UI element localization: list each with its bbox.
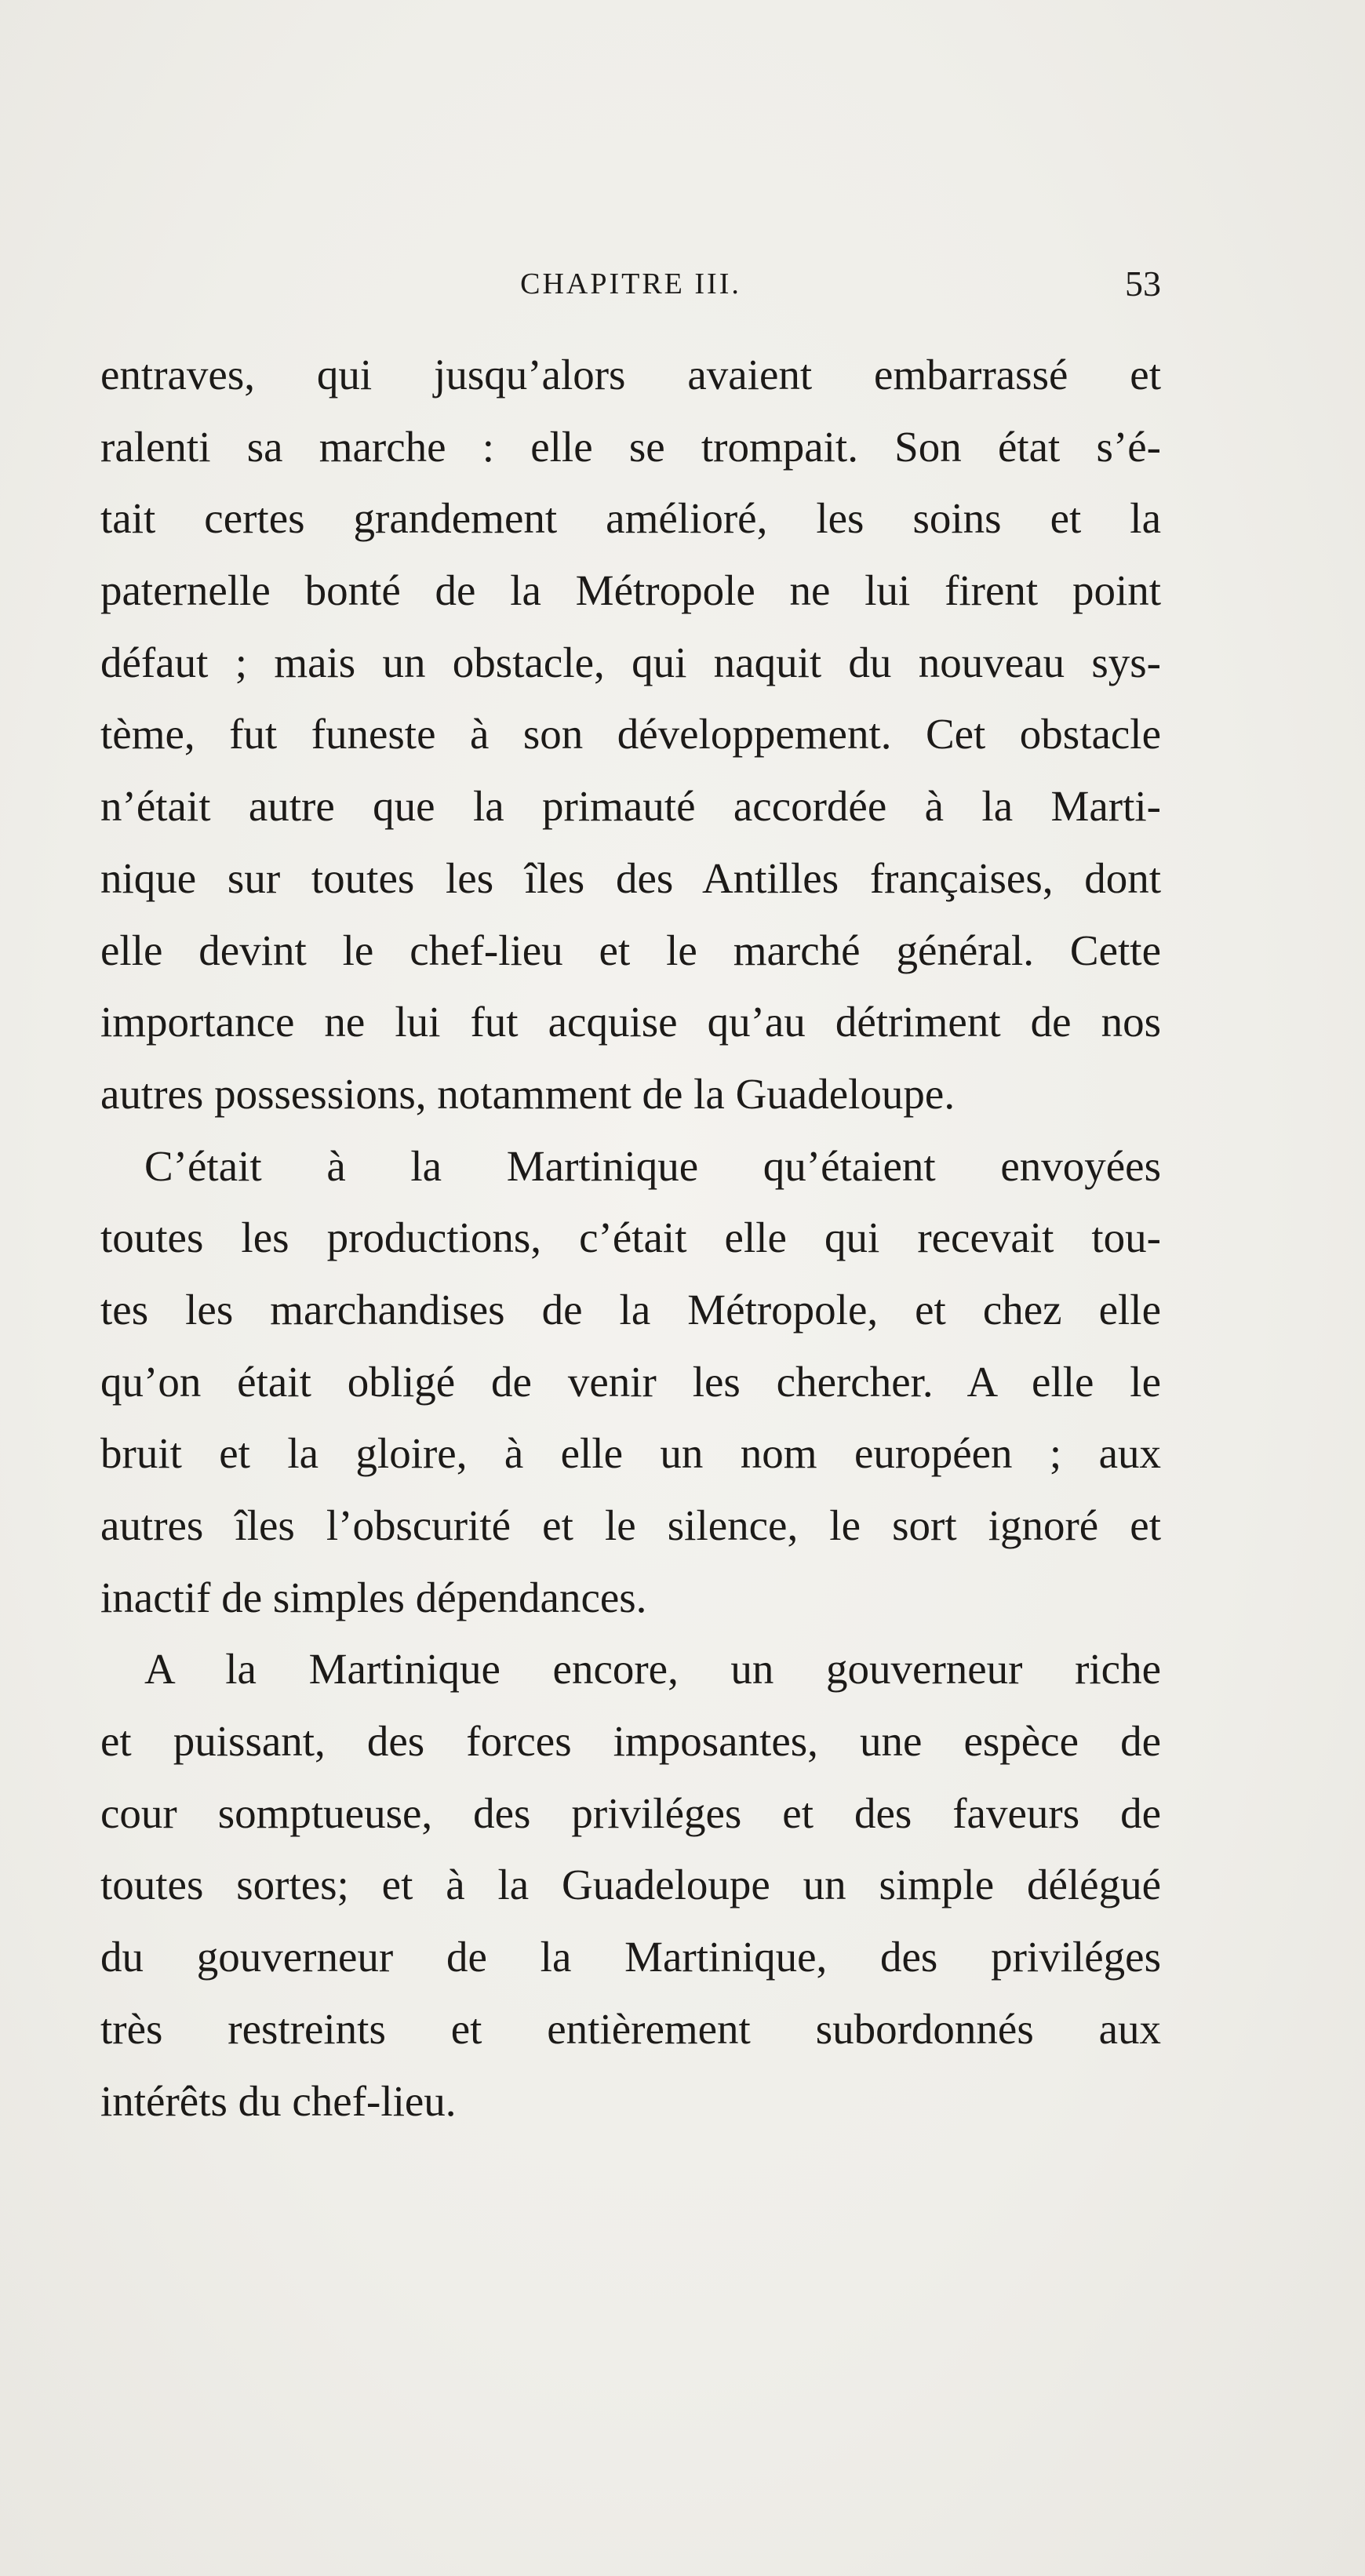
- text-line: toutes les productions, c’était elle qui recevait tou-: [100, 1213, 1161, 1262]
- body-text: [100, 339, 1161, 2137]
- text-line: n’était autre que la primauté accordée à la Marti-: [100, 782, 1161, 831]
- text-line: C’était à la Martinique qu’étaient envoyées: [144, 1141, 1161, 1190]
- page-number: 53: [1125, 264, 1161, 304]
- text-line: intérêts du chef-lieu.: [100, 2076, 457, 2125]
- text-line: cour somptueuse, des priviléges et des faveurs de: [100, 1788, 1161, 1837]
- text-line: tème, fut funeste à son développement. Cet obstacle: [100, 710, 1161, 759]
- text-line: tes les marchandises de la Métropole, et chez elle: [100, 1285, 1161, 1333]
- text-line: très restreints et entièrement subordonnés aux: [100, 2004, 1161, 2053]
- text-line: autres îles l’obscurité et le silence, le sort ignoré et: [100, 1501, 1161, 1549]
- text-line: importance ne lui fut acquise qu’au détriment de nos: [100, 998, 1161, 1046]
- text-line: inactif de simples dépendances.: [100, 1573, 647, 1621]
- text-line: entraves, qui jusqu’alors avaient embarrassé et: [100, 351, 1161, 398]
- running-head: [100, 260, 1161, 307]
- text-line: du gouverneur de la Martinique, des priviléges: [100, 1933, 1161, 1981]
- text-line: qu’on était obligé de venir les chercher. A elle le: [100, 1357, 1161, 1406]
- text-line: paternelle bonté de la Métropole ne lui firent point: [100, 566, 1161, 615]
- text-line: nique sur toutes les îles des Antilles françaises, dont: [100, 853, 1161, 902]
- text-line: bruit et la gloire, à elle un nom européen ; aux: [100, 1429, 1161, 1478]
- text-line: et puissant, des forces imposantes, une espèce de: [100, 1717, 1161, 1766]
- chapter-title: CHAPITRE III.: [520, 267, 741, 300]
- text-line: elle devint le chef-lieu et le marché général. Cette: [100, 926, 1161, 974]
- text-line: A la Martinique encore, un gouverneur riche: [144, 1645, 1161, 1694]
- text-line: ralenti sa marche : elle se trompait. Son état s’é-: [100, 422, 1161, 471]
- text-line: défaut ; mais un obstacle, qui naquit du nouveau sys-: [100, 638, 1161, 686]
- text-line: toutes sortes; et à la Guadeloupe un simple délégué: [100, 1861, 1161, 1909]
- text-line: autres possessions, notamment de la Guadeloupe.: [100, 1069, 956, 1118]
- text-line: tait certes grandement amélioré, les soins et la: [100, 494, 1161, 543]
